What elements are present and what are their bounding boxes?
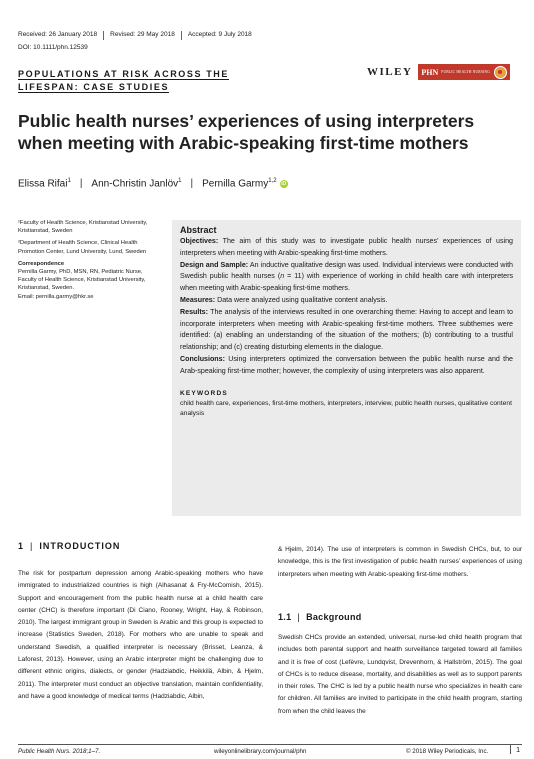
footer-url[interactable]: wileyonlinelibrary.com/journal/phn bbox=[214, 748, 307, 755]
affiliation-1: ¹Faculty of Health Science, Kristianstad University, Kristianstad, Sweden bbox=[18, 220, 148, 235]
article-dates bbox=[18, 28, 258, 42]
affiliations bbox=[18, 219, 160, 305]
journal-full-name: PUBLIC HEALTH NURSING bbox=[441, 70, 491, 74]
abstract-results: Results: The analysis of the interviews resulted in one overarching theme: Having to accept and learn to incorporate interpreters when meeting with Arabic-speaking first-time mothers. Three subthemes were identified: (a) enabling an understanding of the situation of the mothers; (b) contributing to a trustful relationship; and (c) creating disturbing elements in the dialogue. bbox=[180, 307, 513, 352]
journal-abbr: PHN bbox=[421, 67, 439, 77]
abstract-heading: Abstract bbox=[180, 225, 217, 235]
intro-text-continued: & Hjelm, 2014). The use of interpreters is common in Swedish CHCs, but, to our knowledge, this is the first investigation of public health nurses’ experiences of using interpreters when meeting with Arabic-speaking first-time mothers. bbox=[278, 546, 522, 578]
keywords: child health care, experiences, first-time mothers, interpreters, interview, public health nurses, qualitative content analysis bbox=[180, 399, 512, 418]
abstract-measures: Measures: Data were analyzed using qualitative content analysis. bbox=[180, 295, 388, 304]
footer-divider bbox=[18, 744, 522, 745]
background-text: Swedish CHCs provide an extended, universal, nurse-led child health program that includes both parental support and health surveillance targeted toward all families and it is free of cost (Lefèvre, Lundqvist, Drevenhorn, & Hallström, 2015). The goal of CHCs is to reduce disease, mortality, and disabilities as well as to support parents in their roles. The CHC is led by a public health nurse who specializes in health care for children. All families are invited to participate in the child health program, starting from when the child leaves the bbox=[278, 634, 522, 715]
accepted-date: Accepted: 9 July 2018 bbox=[187, 31, 252, 38]
author-list: Elissa Rifai$^1$ | Ann-Christin Janlöv$^1$ | Pernilla Garmy$^{1,2}$ iD bbox=[18, 178, 287, 190]
correspondence-email[interactable]: Email: pernilla.garmy@hkr.se bbox=[18, 293, 94, 300]
abstract-design: Design and Sample: An inductive qualitative design was used. Individual interviews were conducted with Swedish public health nurses (n = 11) with experience of working in child health care with interpreters when meeting with Arabic-speaking first-time mothers. bbox=[180, 260, 513, 293]
affiliation-2: ²Department of Health Science, Clinical Health Promotion Center, Lund University, Lund, Sweden bbox=[18, 240, 147, 255]
abstract-conclusions: Conclusions: Using interpreters optimized the conversation between the public health nurse and the Arab-speaking first-time mother; however, the complexity of using interpreters was also apparent. bbox=[180, 354, 513, 375]
wiley-logo: WILEY bbox=[367, 66, 413, 78]
abstract-objectives: Objectives: The aim of this study was to investigate public health nurses’ experiences of using interpreters when meeting with Arabic-speaking first-time mothers. bbox=[180, 237, 513, 257]
page-number: 1 bbox=[510, 745, 520, 754]
journal-emblem-icon bbox=[494, 66, 507, 79]
revised-date: Revised: 29 May 2018 bbox=[110, 31, 175, 38]
section-label: POPULATIONS AT RISK ACROSS THE LIFESPAN: CASE STUDIES bbox=[18, 69, 230, 92]
article-title: Public health nurses’ experiences of using interpreters when meeting with Arabic-speaking first-time mothers bbox=[18, 111, 475, 153]
keywords-heading: KEYWORDS bbox=[180, 389, 228, 397]
orcid-icon[interactable]: iD bbox=[281, 180, 287, 187]
intro-text: The risk for postpartum depression among Arabic-speaking mothers who have immigrated to industrialized countries is high (Alhasanat & Fry-McComish, 2015). Support and encouragement from the public health nurse at a child health care center (CHC) is therefore important (Di Ciano, Rooney, Wright, Hay, & Robinson, 2010). The largest immigrant group in Sweden is Arabic and this group is expected to increase (Statistics Sweden, 2018). For mothers who are unable to speak and understand Swedish, a qualified interpreter is necessary (Brisset, Leanza, & Laforest, 2013). However, using an Arabic interpreter might be challenging due to different ethnic origins, dialects, or gender (Hadziabdic, Heikkilä, Albin, & Hjelm, 2011). The interpreter must conduct an objective translation, maintain confidentiality, and have a good knowledge of medical terms (Hadziabdic, Albin, bbox=[18, 570, 263, 700]
correspondence-heading: Correspondence bbox=[18, 260, 65, 267]
correspondence-text: Pernilla Garmy, PhD, MSN, RN, Pediatric Nurse, Faculty of Health Science, Kristianstad University, Kristianstad, Sweden. bbox=[18, 269, 146, 292]
intro-heading: 1 | INTRODUCTION bbox=[18, 541, 121, 551]
publisher-logo bbox=[367, 64, 510, 80]
abstract-box bbox=[172, 220, 521, 516]
journal-logo bbox=[418, 64, 510, 80]
author-name[interactable]: Pernilla Garmy$^{1,2}$ bbox=[202, 178, 277, 190]
author-name[interactable]: Ann-Christin Janlöv$^1$ bbox=[91, 178, 182, 190]
author-name[interactable]: Elissa Rifai$^1$ bbox=[18, 178, 71, 190]
background-heading: 1.1 | Background bbox=[278, 612, 362, 622]
doi[interactable]: DOI: 10.1111/phn.12539 bbox=[18, 44, 88, 51]
received-date: Received: 26 January 2018 bbox=[18, 31, 98, 38]
footer-citation: Public Health Nurs. 2018;1–7. bbox=[18, 748, 101, 755]
footer-copyright: © 2018 Wiley Periodicals, Inc. bbox=[406, 748, 489, 755]
